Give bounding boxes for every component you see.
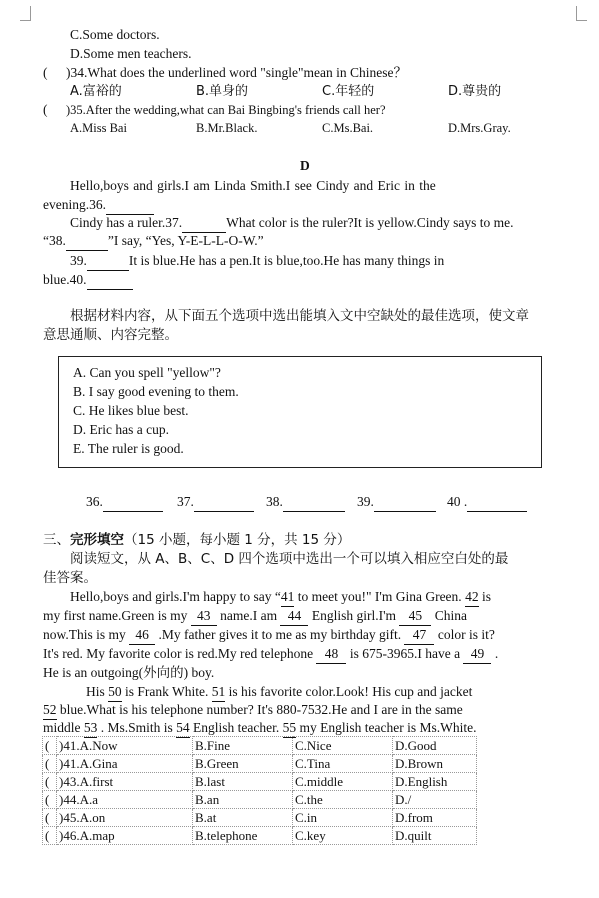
cloze-text: my English teacher is Ms.White. [296, 720, 477, 735]
q35-option-b[interactable]: B.Mr.Black. [196, 121, 258, 135]
question-option-a[interactable]: )45.A.on [57, 809, 193, 827]
option-b[interactable]: B.at [193, 809, 293, 827]
cloze-blank-47[interactable]: 47 [404, 626, 434, 645]
q35-question: )35.After the wedding,what can Bai Bingbing's friends call her? [66, 103, 386, 117]
cloze-line-5: He is an outgoing(外向的) boy. [43, 665, 215, 680]
passage-d-text: ”I say, “Yes, Y-E-L-L-O-W.” [107, 233, 264, 248]
table-row [43, 755, 477, 773]
passage-d-line-2 [43, 196, 154, 215]
answer-paren[interactable]: ( [43, 791, 57, 809]
answer-blank-40[interactable] [467, 493, 527, 512]
question-option-a[interactable]: )41.A.Gina [57, 755, 193, 773]
option-c[interactable]: C.the [293, 791, 393, 809]
page-corner-mark-left [20, 6, 31, 21]
question-option-a[interactable]: )46.A.map [57, 827, 193, 845]
cloze-blank-55[interactable]: 55 [283, 719, 297, 738]
answer-paren[interactable]: ( [43, 755, 57, 773]
answer-paren[interactable]: ( [43, 827, 57, 845]
choices-box [58, 356, 542, 468]
choice-c: C. He likes blue best. [73, 403, 189, 418]
cloze-line-1 [70, 588, 491, 607]
q35-option-d[interactable]: D.Mrs.Gray. [448, 121, 511, 135]
question-option-a[interactable]: )41.A.Now [57, 737, 193, 755]
blank-40[interactable] [87, 271, 133, 290]
cloze-blank-45[interactable]: 45 [399, 607, 431, 626]
cloze-text: is his favorite color.Look! His cup and jacket [225, 684, 473, 699]
passage-d-line-4 [43, 232, 264, 251]
section3-inst-1: 阅读短文，从 A、B、C、D 四个选项中选出一个可以填入相应空白处的最 [70, 551, 509, 567]
answer-paren[interactable]: ( [43, 773, 57, 791]
cloze-line-3 [43, 626, 495, 645]
question-option-a[interactable]: )43.A.first [57, 773, 193, 791]
option-d[interactable]: D.English [393, 773, 477, 791]
option-c[interactable]: C.Nice [293, 737, 393, 755]
q35-option-c[interactable]: C.Ms.Bai. [322, 121, 374, 135]
cloze-blank-41[interactable]: 41 [281, 588, 295, 607]
q34-paren[interactable]: ( [43, 65, 48, 80]
passage-d-line-5 [70, 252, 444, 271]
cloze-text: middle [43, 720, 84, 735]
cloze-blank-44[interactable]: 44 [280, 607, 308, 626]
cloze-text: It's red. My favorite color is red.My red telephone [43, 646, 317, 661]
cloze-blank-42[interactable]: 42 [465, 588, 479, 607]
answer-40 [447, 493, 527, 512]
table-row [43, 791, 477, 809]
cloze-text: now.This is my [43, 627, 130, 642]
answer-paren[interactable]: ( [43, 809, 57, 827]
q34-option-d[interactable]: D.尊贵的 [448, 84, 502, 99]
cloze-text: . Ms.Smith is [97, 720, 177, 735]
answer-label: 39. [357, 494, 374, 509]
section3-title-rest: （15 小题，每小题 1 分，共 15 分） [124, 532, 351, 548]
section3-number: 三、 [43, 532, 70, 548]
cloze-blank-51[interactable]: 51 [212, 683, 226, 702]
cloze-blank-43[interactable]: 43 [191, 607, 217, 626]
answer-37 [177, 493, 254, 512]
passage-d-text: It is blue.He has a pen.It is blue,too.He has many things in [128, 253, 445, 268]
choice-e: E. The ruler is good. [73, 441, 184, 456]
passage-d-text: What color is the ruler?It is yellow.Cindy says to me. [226, 215, 514, 230]
cloze-text: Hello,boys and girls.I'm happy to say “ [70, 589, 281, 604]
choice-b: B. I say good evening to them. [73, 384, 239, 399]
cloze-text: color is it? [434, 627, 495, 642]
cloze-text: English girl.I'm [308, 608, 400, 623]
cloze-blank-48[interactable]: 48 [316, 645, 346, 664]
passage-d-line-6 [43, 271, 133, 290]
blank-37[interactable] [182, 214, 226, 233]
cloze-text: blue.What is his telephone number? It's 880-7532.He and I are in the same [56, 702, 463, 717]
cloze-text: my first name.Green is my [43, 608, 191, 623]
blank-39[interactable] [87, 252, 129, 271]
q35-paren[interactable]: ( [43, 102, 48, 117]
answer-label: 38. [266, 494, 283, 509]
option-c[interactable]: C.Tina [293, 755, 393, 773]
instruction-line-1: 根据材料内容，从下面五个选项中选出能填入文中空缺处的最佳选项，使文章 [70, 308, 529, 324]
option-b[interactable]: B.last [193, 773, 293, 791]
cloze-text: is 675-3965.I have a [346, 646, 464, 661]
cloze-blank-53[interactable]: 53 [84, 719, 98, 738]
passage-d-line-3 [70, 214, 514, 233]
blank-38[interactable] [66, 232, 108, 251]
passage-d-text: 39. [70, 253, 87, 268]
cloze-text: China [431, 608, 468, 623]
option-d[interactable]: D.quilt [393, 827, 477, 845]
page-corner-mark-right [576, 6, 587, 21]
table-row [43, 737, 477, 755]
option-c-line: C.Some doctors. [70, 27, 160, 42]
option-b[interactable]: B.Green [193, 755, 293, 773]
cloze-text: English teacher. [189, 720, 283, 735]
cloze-text: name.I am [216, 608, 281, 623]
option-c[interactable]: C.key [293, 827, 393, 845]
answer-blank-39[interactable] [374, 493, 436, 512]
passage-d-text: blue.40. [43, 272, 87, 287]
q34-option-a[interactable]: A.富裕的 [70, 84, 122, 99]
answer-38 [266, 493, 345, 512]
cloze-blank-50[interactable]: 50 [108, 683, 122, 702]
answer-blank-38[interactable] [283, 493, 345, 512]
section-d-heading: D [300, 158, 310, 173]
answer-36 [86, 493, 163, 512]
option-d-line: D.Some men teachers. [70, 46, 192, 61]
answer-paren[interactable]: ( [43, 737, 57, 755]
q35-option-a[interactable]: A.Miss Bai [70, 121, 127, 135]
cloze-line-7 [43, 701, 463, 720]
section3-title-bold: 完形填空 [70, 532, 124, 548]
cloze-text: .My father gives it to me as my birthday gift. [155, 627, 405, 642]
cloze-text: is [478, 589, 491, 604]
cloze-text: to meet you!" I'm Gina Green. [294, 589, 466, 604]
cloze-line-2 [43, 607, 467, 626]
passage-d-line-1: Hello,boys and girls.I am Linda Smith.I see Cindy and Eric in the [70, 178, 436, 193]
blank-36[interactable] [106, 196, 154, 215]
option-d[interactable]: D.Good [393, 737, 477, 755]
choice-d: D. Eric has a cup. [73, 422, 169, 437]
passage-d-text: evening.36. [43, 197, 106, 212]
table-row [43, 827, 477, 845]
option-b[interactable]: B.telephone [193, 827, 293, 845]
choice-a: A. Can you spell "yellow"? [73, 365, 221, 380]
answer-label: 37. [177, 494, 194, 509]
section3-title [43, 531, 350, 549]
q34-option-c[interactable]: C.年轻的 [322, 84, 375, 99]
option-d[interactable]: D./ [393, 791, 477, 809]
answer-label: 36. [86, 494, 103, 509]
q34-option-b[interactable]: B.单身的 [196, 84, 249, 99]
option-b[interactable]: B.Fine [193, 737, 293, 755]
option-c[interactable]: C.middle [293, 773, 393, 791]
cloze-options-table [42, 736, 477, 845]
answer-label: 40 . [447, 494, 468, 509]
cloze-blank-52[interactable]: 52 [43, 701, 57, 720]
section3-inst-2: 佳答案。 [43, 570, 97, 586]
question-option-a[interactable]: )44.A.a [57, 791, 193, 809]
answer-blank-37[interactable] [194, 493, 254, 512]
passage-d-text: Cindy has a ruler.37. [70, 215, 183, 230]
cloze-blank-46[interactable]: 46 [129, 626, 155, 645]
answer-39 [357, 493, 436, 512]
cloze-blank-54[interactable]: 54 [176, 719, 190, 738]
cloze-text: . [491, 646, 499, 661]
cloze-line-4 [43, 645, 498, 664]
cloze-blank-49[interactable]: 49 [463, 645, 491, 664]
option-d[interactable]: D.from [393, 809, 477, 827]
table-row [43, 773, 477, 791]
instruction-line-2: 意思通顺、内容完整。 [43, 327, 178, 343]
cloze-text: is Frank White. [121, 684, 212, 699]
passage-d-text: “38. [43, 233, 66, 248]
option-d[interactable]: D.Brown [393, 755, 477, 773]
table-row [43, 809, 477, 827]
option-c[interactable]: C.in [293, 809, 393, 827]
q34-question: )34.What does the underlined word "single"mean in Chinese？ [66, 65, 407, 80]
cloze-line-6 [86, 683, 472, 702]
answer-blank-36[interactable] [103, 493, 163, 512]
cloze-text: His [86, 684, 109, 699]
option-b[interactable]: B.an [193, 791, 293, 809]
